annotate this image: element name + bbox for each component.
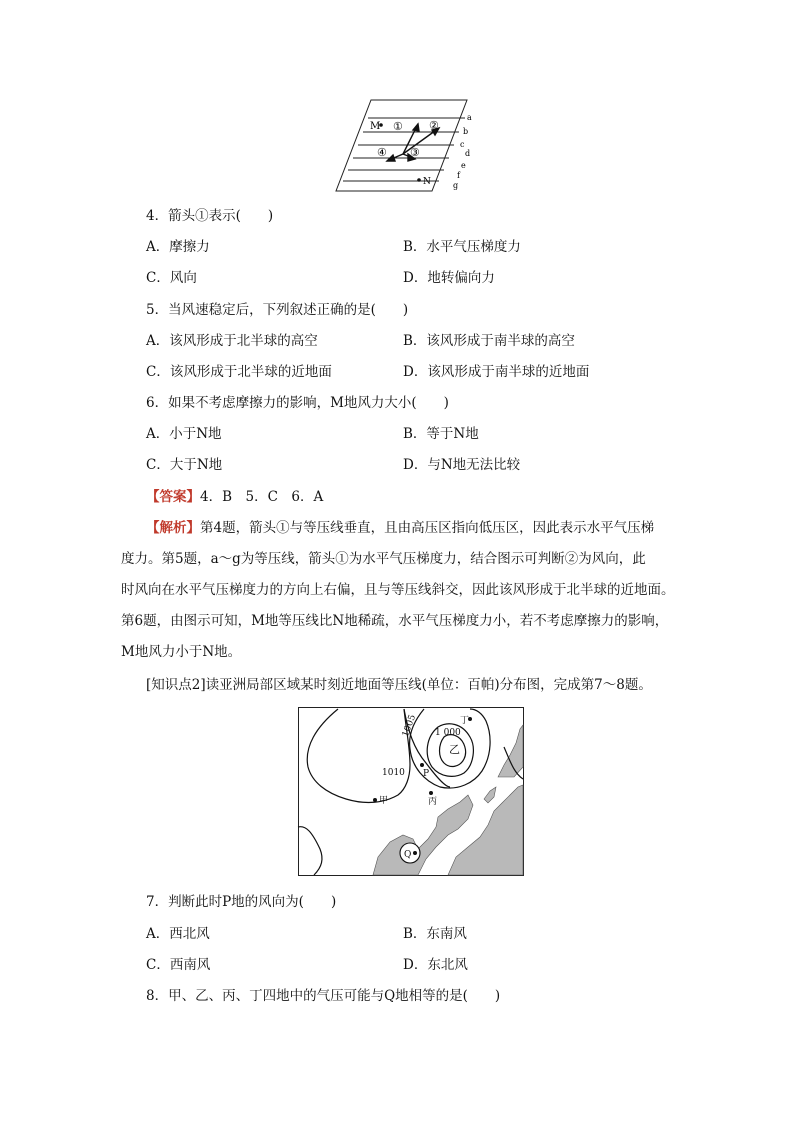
label-q: Q: [404, 850, 412, 860]
question-7-option-d: D．东北风: [403, 957, 468, 973]
label-1010: 1010: [382, 768, 405, 778]
answer-line: [146, 488, 323, 506]
isobar-label-a: a: [467, 113, 472, 122]
question-5-option-b: B．该风形成于南半球的高空: [403, 333, 575, 349]
label-yi: 乙: [449, 743, 460, 756]
isobar-label-c: c: [460, 140, 465, 149]
question-5-option-d: D．该风形成于南半球的近地面: [403, 364, 590, 380]
question-4-option-c: C．风向: [146, 270, 197, 286]
analysis-line-4: 第6题，由图示可知，M地等压线比N地稀疏，水平气压梯度力小，若不考虑摩擦力的影响，: [121, 613, 669, 629]
asia-isobar-map: [298, 707, 524, 877]
analysis-line-3: 时风向在水平气压梯度力的方向上右偏，且与等压线斜交，因此该风形成于北半球的近地面。: [121, 582, 675, 598]
point-q-dot: [413, 851, 417, 855]
question-6-stem: 6．如果不考虑摩擦力的影响，M地风力大小( ): [146, 395, 449, 411]
analysis-line-1: [146, 519, 654, 537]
question-6-option-b: B．等于N地: [403, 426, 479, 442]
isobar-label-b: b: [463, 127, 469, 136]
label-1005: 1005: [400, 713, 419, 739]
answer-tag: 【答案】: [146, 489, 200, 505]
question-4-stem: 4．箭头①表示( ): [146, 208, 274, 224]
arrow-4-label: ④: [377, 146, 387, 159]
label-jia: 甲: [379, 796, 389, 806]
point-jia-dot: [373, 798, 377, 802]
question-4-option-d: D．地转偏向力: [403, 270, 495, 286]
question-6-option-a: A．小于N地: [146, 426, 222, 442]
arrow-1-label: ①: [393, 120, 403, 133]
point-n-label: N: [423, 177, 431, 187]
question-5-option-c: C．该风形成于北半球的近地面: [146, 364, 332, 380]
analysis-line-5: M地风力小于N地。: [121, 644, 242, 660]
question-6-option-c: C．大于N地: [146, 457, 223, 473]
question-7-option-b: B．东南风: [403, 926, 467, 942]
question-7-option-c: C．西南风: [146, 957, 211, 973]
isobar-label-g: g: [453, 181, 459, 190]
question-7-stem: 7．判断此时P地的风向为( ): [146, 894, 337, 910]
question-6-option-d: D．与N地无法比较: [403, 457, 521, 473]
question-5-option-a: A．该风形成于北半球的高空: [146, 333, 318, 349]
knowledge-point: [知识点2]读亚洲局部区域某时刻近地面等压线(单位：百帕)分布图，完成第7～8题。: [146, 677, 652, 693]
analysis-text-1: 第4题，箭头①与等压线垂直，且由高压区指向低压区，因此表示水平气压梯: [200, 520, 655, 536]
arrow-3-label: ③: [410, 146, 420, 159]
label-p: P: [423, 769, 430, 779]
question-7-option-a: A．西北风: [146, 926, 210, 942]
arrow-2-label: ②: [429, 119, 439, 132]
analysis-line-2: 度力。第5题，a～g为等压线，箭头①为水平气压梯度力，结合图示可判断②为风向，此: [121, 551, 646, 567]
point-n-dot: [417, 178, 421, 182]
point-bing-dot: [429, 791, 433, 795]
isobar-label-e: e: [461, 161, 466, 170]
label-1000: 1 000: [435, 728, 461, 738]
isobar-label-d: d: [465, 149, 471, 158]
label-ding: 丁: [460, 716, 470, 726]
question-4-option-a: A．摩擦力: [146, 239, 210, 255]
label-bing: 丙: [428, 797, 438, 807]
isobar-label-f: f: [457, 171, 460, 180]
point-m-label: M: [370, 121, 381, 132]
question-4-option-b: B．水平气压梯度力: [403, 239, 521, 255]
answer-text: 4．B 5．C 6．A: [200, 489, 324, 505]
isobar-force-figure: [335, 98, 470, 194]
point-p-dot: [420, 763, 424, 767]
question-5-stem: 5．当风速稳定后，下列叙述正确的是( ): [146, 302, 409, 318]
question-8-stem: 8．甲、乙、丙、丁四地中的气压可能与Q地相等的是( ): [146, 988, 501, 1004]
analysis-tag: 【解析】: [146, 520, 200, 536]
